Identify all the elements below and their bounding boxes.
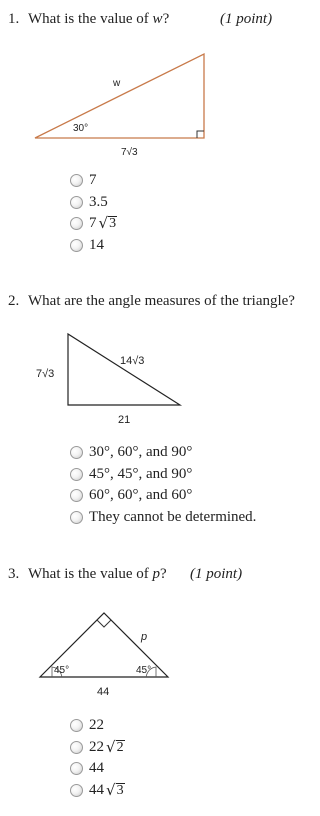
option-60-60-60[interactable]: 60°, 60°, and 60° (70, 485, 256, 507)
radio-button[interactable] (70, 239, 83, 252)
radio-button[interactable] (70, 784, 83, 797)
question-text: What are the angle measures of the triangle? (28, 293, 295, 309)
question-number: 1. (8, 11, 20, 27)
answer-options (70, 442, 256, 528)
label-angle: 30° (73, 123, 89, 134)
question-number: 3. (8, 566, 20, 582)
label-w: w (113, 78, 121, 89)
radio-button[interactable] (70, 511, 83, 524)
radical: √ 3 (98, 214, 117, 233)
option-44[interactable]: 44 (70, 758, 125, 780)
option-7[interactable]: 7 (70, 170, 117, 192)
point-value: (1 point) (190, 566, 243, 582)
radio-button[interactable] (70, 196, 83, 209)
option-14[interactable]: 14 (70, 235, 117, 257)
option-22-root-2[interactable]: 22 √ 2 (70, 737, 125, 759)
question-number: 2. (8, 293, 20, 309)
point-value: (1 point) (220, 11, 273, 27)
label-base: 21 (118, 414, 131, 426)
triangle-figure-3 (0, 609, 320, 709)
question-text: What is the value of w? (28, 11, 170, 27)
triangle-figure-1 (0, 48, 320, 168)
answer-options (70, 170, 117, 256)
option-3-5[interactable]: 3.5 (70, 192, 117, 214)
radio-button[interactable] (70, 217, 83, 230)
option-30-60-90[interactable]: 30°, 60°, and 90° (70, 442, 256, 464)
question-variable: w (152, 11, 163, 27)
label-base: 44 (97, 686, 110, 698)
radio-button[interactable] (70, 468, 83, 481)
option-45-45-90[interactable]: 45°, 45°, and 90° (70, 464, 256, 486)
option-7-root-3[interactable]: 7 √ 3 (70, 213, 117, 235)
radio-button[interactable] (70, 762, 83, 775)
radio-button[interactable] (70, 446, 83, 459)
label-left-side: 7√3 (36, 368, 55, 380)
label-angle-left: 45° (54, 665, 70, 676)
radio-button[interactable] (70, 174, 83, 187)
label-hyp: 14√3 (120, 355, 145, 367)
answer-options (70, 715, 125, 801)
label-base: 7√3 (121, 147, 138, 158)
radical: √ 2 (106, 737, 124, 756)
option-22[interactable]: 22 (70, 715, 125, 737)
option-cannot-determine[interactable]: They cannot be determined. (70, 507, 256, 529)
radio-button[interactable] (70, 719, 83, 732)
radical: √ 3 (106, 780, 124, 799)
question-text: What is the value of p? (28, 566, 167, 582)
triangle-figure-2 (0, 332, 320, 432)
radio-button[interactable] (70, 741, 83, 754)
radio-button[interactable] (70, 489, 83, 502)
label-angle-right: 45° (136, 665, 152, 676)
option-44-root-3[interactable]: 44 √ 3 (70, 780, 125, 802)
label-side-p: p (141, 631, 148, 643)
question-variable: p (152, 566, 161, 582)
